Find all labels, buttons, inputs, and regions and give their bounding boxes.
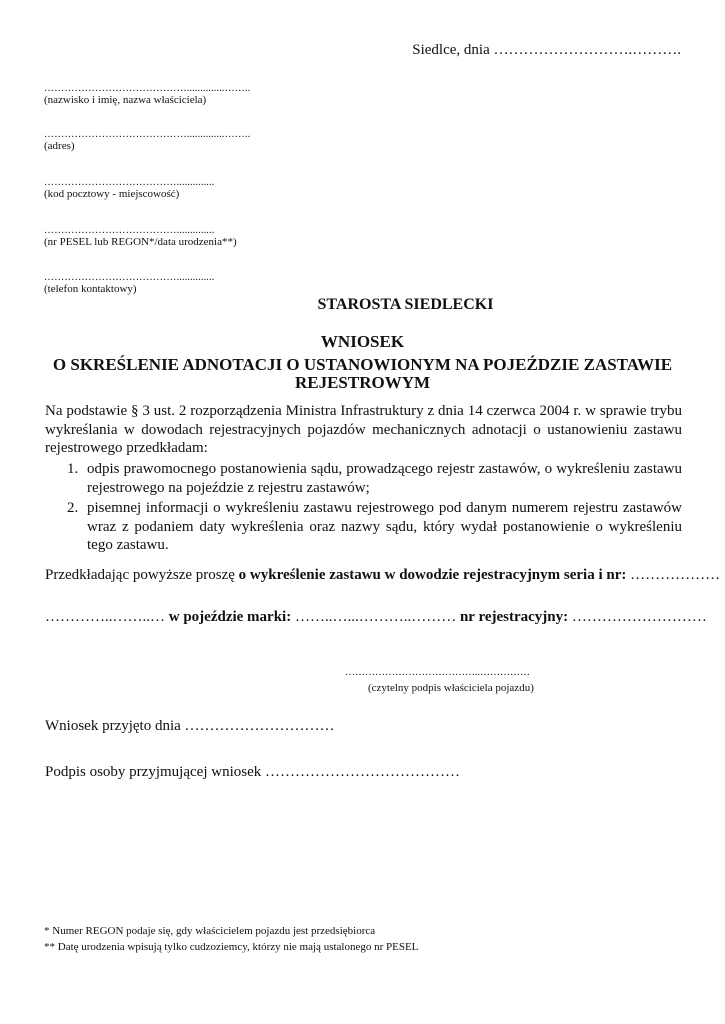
name-field-input[interactable]: ……………………………………..............…….. bbox=[44, 83, 251, 94]
phone-field-input[interactable]: ………………………………….............. bbox=[44, 272, 215, 283]
attachments-list bbox=[45, 460, 682, 560]
list-item-text: pisemnej informacji o wykreśleniu zastawu rejestrowego pod danym numerem rejestru zastawów wraz z podaniem daty wykreślenia oraz nazwy sądu, który wydał postanowienie o wykreśleniu tego zastawu. bbox=[87, 500, 682, 553]
authority-heading: STAROSTA SIEDLECKI bbox=[317, 296, 494, 313]
document-title: WNIOSEK bbox=[320, 332, 405, 351]
phone-field-caption: (telefon kontaktowy) bbox=[44, 283, 137, 295]
vehicle-line bbox=[45, 609, 707, 626]
name-field-caption: (nazwisko i imię, nazwa właściciela) bbox=[44, 94, 207, 106]
list-item-number: 2. bbox=[67, 500, 79, 516]
footnote-regon: * Numer REGON podaje się, gdy właścicielem pojazdu jest przedsiębiorca bbox=[44, 925, 376, 937]
document-subtitle-line2: REJESTROWYM bbox=[294, 373, 431, 392]
list-item-text: odpis prawomocnego postanowienia sądu, prowadzącego rejestr zastawów, o wykreśleniu zastawu rejestrowego na pojeździe z rejestru zastawów; bbox=[87, 461, 682, 496]
vehicle-make-field[interactable]: ……..…...………..……… bbox=[291, 609, 460, 625]
document-subtitle-line1: O SKREŚLENIE ADNOTACJI O USTANOWIONYM NA POJEŹDZIE ZASTAWIE bbox=[52, 355, 673, 374]
owner-signature-field[interactable]: …………………………………..…………… bbox=[345, 667, 530, 678]
owner-signature-caption: (czytelny podpis właściciela pojazdu) bbox=[368, 682, 534, 694]
intro-paragraph: Na podstawie § 3 ust. 2 rozporządzenia Ministra Infrastruktury z dnia 14 czerwca 2004 r. w sprawie trybu wykreślania w dowodach rejestracyjnych pojazdów mechanicznych adnotacji o ustanowieniu zastawu rejestrowego przedkładam: bbox=[45, 403, 682, 456]
address-field-caption: (adres) bbox=[44, 140, 75, 152]
request-prefix: Przedkładając powyższe proszę bbox=[45, 567, 239, 583]
document-series-number-field-continued[interactable]: …………..……..… bbox=[45, 609, 169, 625]
document-series-number-field[interactable]: ……………… bbox=[626, 567, 721, 583]
place-date-field[interactable]: Siedlce, dnia ……………………….………. bbox=[412, 42, 681, 58]
address-field-input[interactable]: ……………………………………..............…….. bbox=[44, 129, 251, 140]
request-bold-text: o wykreślenie zastawu w dowodzie rejestracyjnym seria i nr: bbox=[238, 567, 627, 583]
postal-code-field-caption: (kod pocztowy - miejscowość) bbox=[44, 188, 180, 200]
accepted-date-line[interactable]: Wniosek przyjęto dnia ………………………… bbox=[45, 718, 335, 734]
request-line bbox=[45, 567, 720, 584]
id-number-field-input[interactable]: ………………………………….............. bbox=[44, 225, 215, 236]
list-item-number: 1. bbox=[67, 461, 79, 477]
registration-number-label: nr rejestracyjny: bbox=[459, 609, 569, 625]
id-number-field-caption: (nr PESEL lub REGON*/data urodzenia**) bbox=[44, 236, 237, 248]
postal-code-field-input[interactable]: ………………………………….............. bbox=[44, 177, 215, 188]
receiver-signature-line[interactable]: Podpis osoby przyjmującej wniosek ………………………………… bbox=[45, 764, 460, 780]
vehicle-make-label: w pojeździe marki: bbox=[168, 609, 292, 625]
registration-number-field[interactable]: ……………………… bbox=[568, 609, 707, 625]
footnote-birthdate: ** Datę urodzenia wpisują tylko cudzoziemcy, którzy nie mają ustalonego nr PESEL bbox=[44, 941, 419, 953]
